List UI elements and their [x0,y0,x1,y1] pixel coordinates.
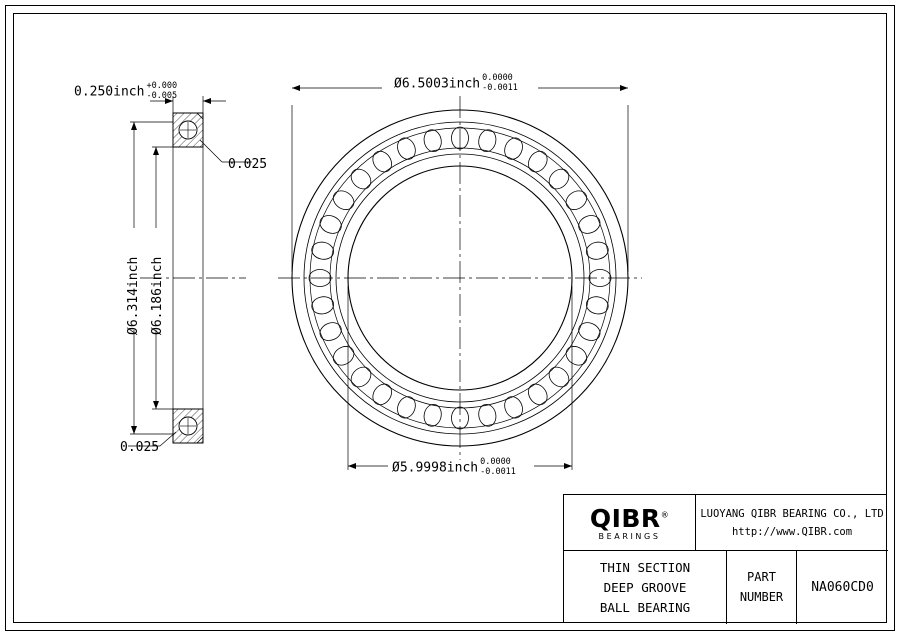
id-tol-upper: 0.0000 [480,457,511,467]
title-block [563,494,887,623]
width-tol-upper: +0.000 [146,81,178,91]
description-line-1: THIN SECTION [599,559,691,575]
chamfer-top-label: 0.025 [228,157,268,172]
id-tol-lower: -0.0011 [480,466,516,477]
section-outer-diameter: Ø6.314inch [126,256,141,335]
section-inner-diameter: Ø6.186inch [150,256,165,335]
section-view-dimensions [128,96,252,446]
logo-text: QIBR [589,504,661,533]
product-description [564,551,727,624]
logo-wordmark [590,506,669,531]
company-website[interactable]: http://www.QIBR.com [731,525,853,538]
front-inner-diameter: Ø5.9998inch 0.0000 -0.0011 [392,457,516,477]
registered-trademark-icon: ® [660,510,670,520]
part-number-label [727,551,797,624]
company-info [696,508,888,538]
description-line-3: BALL BEARING [599,599,691,615]
width-tol-lower: -0.005 [146,90,178,101]
company-logo [564,495,696,550]
front-view-centerlines [278,96,642,460]
front-outer-diameter: Ø6.5003inch 0.0000 -0.0011 [394,73,518,93]
section-width-dimension: 0.250inch +0.000 -0.005 [74,81,178,101]
part-label-line-1: PART [747,570,776,585]
od-tol-upper: 0.0000 [482,73,513,83]
od-tol-lower: -0.0011 [482,82,518,93]
logo-subtext: BEARINGS [598,532,661,541]
part-label-line-2: NUMBER [739,589,784,604]
title-block-detail-row [564,551,888,624]
title-block-header-row [564,495,888,551]
company-name: LUOYANG QIBR BEARING CO., LTD [700,507,884,520]
part-number-value: NA060CD0 [811,580,874,595]
description-line-2: DEEP GROOVE [603,579,687,595]
chamfer-bottom-label: 0.025 [120,440,160,455]
